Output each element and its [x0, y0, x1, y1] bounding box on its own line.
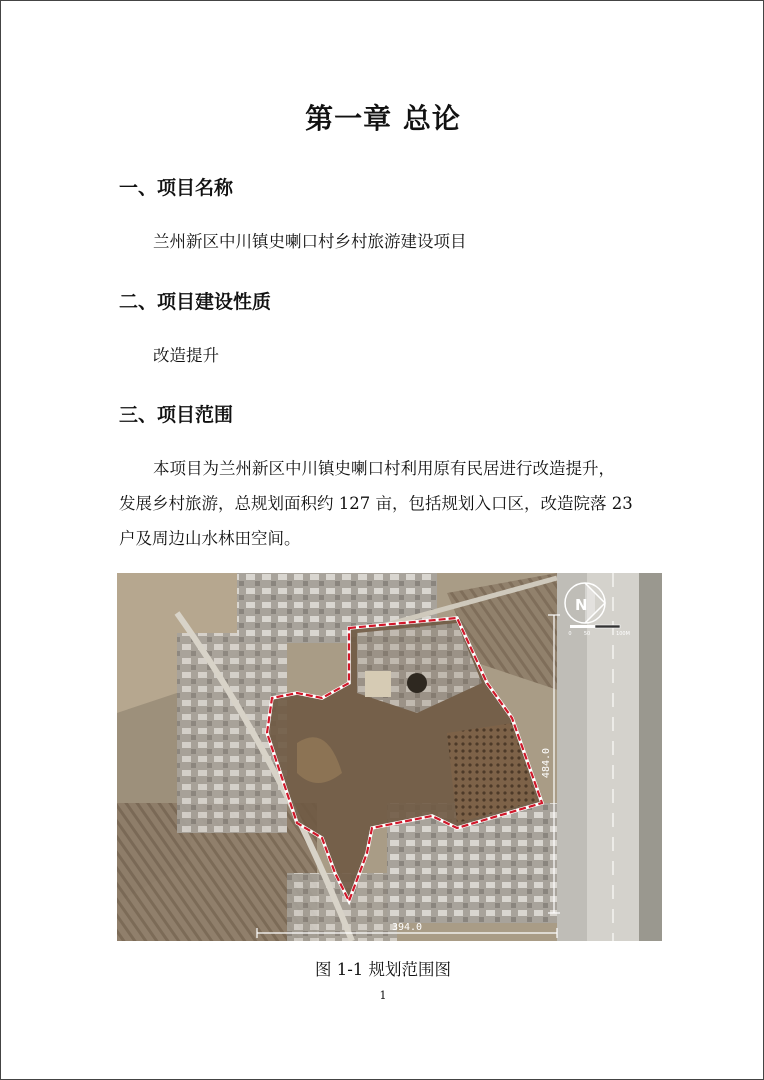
scope-line-3: 户及周边山水林田空间。 [119, 529, 301, 548]
figure-caption: 图 1-1 规划范围图 [314, 960, 452, 979]
height-dimension-label: 484.0 [541, 747, 552, 779]
chapter-title: 第一章 总论 [305, 102, 461, 135]
scope-line-2: 发展乡村旅游，总规划面积约 127 亩，包括规划入口区，改造院落 23 [119, 494, 633, 513]
section-heading-construction-nature: 二、项目建设性质 [119, 291, 272, 313]
width-dimension-label: 394.0 [391, 922, 423, 933]
project-name-text: 兰州新区中川镇史喇口村乡村旅游建设项目 [153, 232, 467, 251]
construction-nature-text: 改造提升 [153, 346, 219, 365]
scale-label-50: 50 [583, 631, 591, 637]
aerial-map-image [117, 573, 662, 941]
section-heading-project-name: 一、项目名称 [119, 177, 234, 199]
scale-label-0: 0 [568, 631, 572, 637]
scope-line-1: 本项目为兰州新区中川镇史喇口村利用原有民居进行改造提升， [153, 459, 615, 478]
section-heading-project-scope: 三、项目范围 [119, 404, 234, 426]
north-label: N [575, 596, 588, 614]
page-number: 1 [379, 989, 387, 1002]
project-scope-text [119, 451, 659, 556]
scale-label-100m: 100M [616, 631, 630, 637]
scale-bar [570, 625, 620, 628]
planning-scope-map [117, 573, 662, 941]
